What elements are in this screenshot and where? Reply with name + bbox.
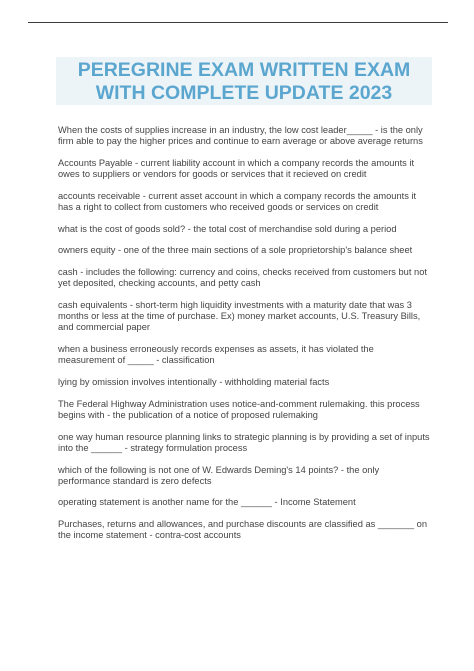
qa-entry: one way human resource planning links to strategic planning is by providing a set of inputs into the ______ - strategy formulation process: [58, 431, 430, 453]
qa-entry: when a business erroneously records expenses as assets, it has violated the measurement of _____ - classification: [58, 344, 374, 366]
qa-entry: which of the following is not one of W. Edwards Deming's 14 points? - the only performance standard is zero defects: [58, 464, 380, 486]
qa-entry: Purchases, returns and allowances, and purchase discounts are classified as _______ on the income statement - contra-cost accounts: [58, 519, 428, 541]
qa-entry: cash - includes the following: currency and coins, checks received from customers but not yet deposited, checking accounts, and petty cash: [58, 267, 427, 289]
title-line-2: WITH COMPLETE UPDATE 2023: [95, 82, 393, 104]
qa-entry: lying by omission involves intentionally - withholding material facts: [58, 377, 330, 388]
document-title: [56, 59, 432, 105]
qa-entry: owners equity - one of the three main sections of a sole proprietorship's balance sheet: [58, 245, 413, 256]
qa-entry: accounts receivable - current asset account in which a company records the amounts it has a right to collect from customers who received goods or services on credit: [58, 190, 417, 213]
qa-entry: cash equivalents - short-term high liquidity investments with a maturity date that was 3 months or less at the time of purchase. Ex) money market accounts, U.S. Treasury Bills, and commercial paper: [58, 300, 421, 333]
qa-entry: what is the cost of goods sold? - the total cost of merchandise sold during a period: [58, 223, 397, 234]
qa-entry: operating statement is another name for the ______ - Income Statement: [58, 497, 356, 508]
qa-entry: When the costs of supplies increase in an industry, the low cost leader_____ - is the only firm able to pay the higher prices and continue to earn average or above average returns: [58, 125, 423, 147]
qa-entry: The Federal Highway Administration uses notice-and-comment rulemaking. this process begins with - the publication of a notice of proposed rulemaking: [58, 398, 420, 420]
top-divider: [28, 22, 448, 23]
title-line-1: PEREGRINE EXAM WRITTEN EXAM: [77, 59, 411, 81]
qa-entry-list: [58, 125, 430, 552]
qa-entry: Accounts Payable - current liability account in which a company records the amounts it owes to suppliers or vendors for goods or services that it recieved on credit: [58, 157, 415, 180]
